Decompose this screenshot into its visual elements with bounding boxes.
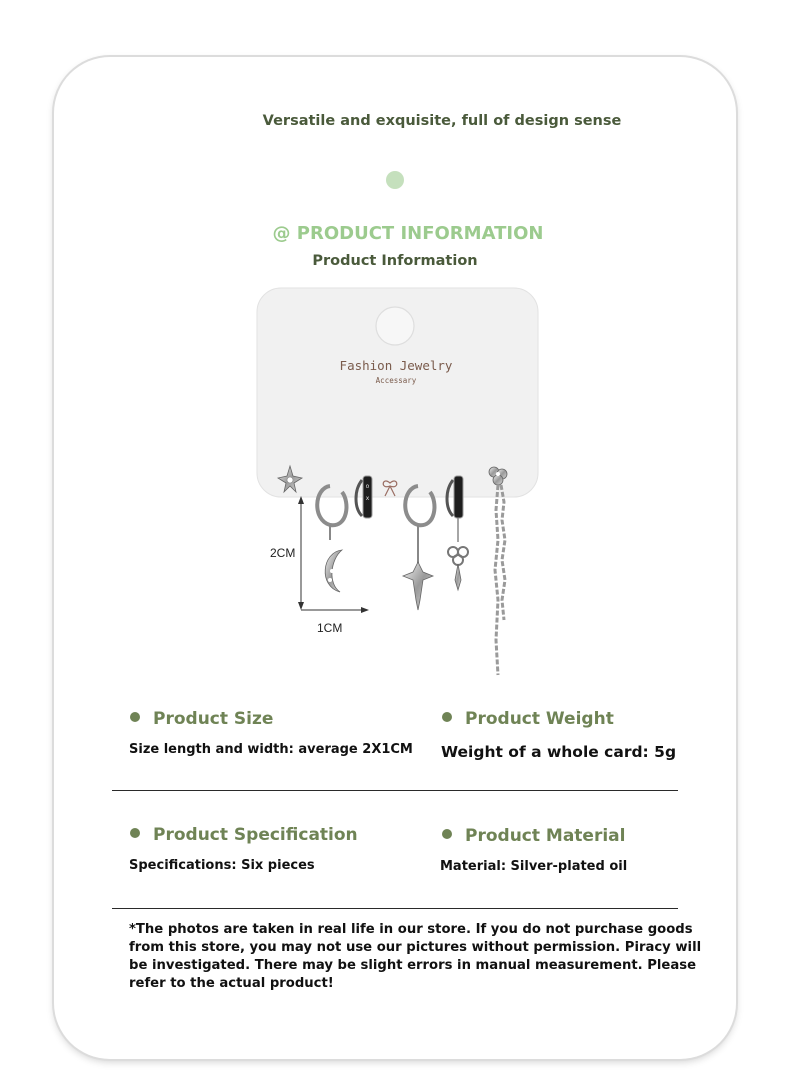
dimension-height-label: 2CM (270, 546, 296, 560)
bullet-icon (130, 828, 140, 838)
spec-size-label-text: Product Size (153, 709, 274, 729)
divider (112, 908, 678, 909)
product-photo (250, 280, 550, 685)
spec-specification-label (130, 825, 358, 845)
hang-hole (376, 307, 414, 345)
spec-weight-label-text: Product Weight (465, 709, 614, 729)
spec-material-value: Material: Silver-plated oil (440, 859, 628, 874)
spec-material-label (442, 826, 625, 846)
disclaimer: *The photos are taken in real life in our store. If you do not purchase goods from this store, you may not use our pictures without permission. Piracy will be investigated. There may be slight errors in manual measurement. Please refer to the actual product! (129, 922, 702, 991)
tagline: Versatile and exquisite, full of design sense (262, 113, 622, 129)
bullet-icon (130, 712, 140, 722)
svg-text:x: x (365, 495, 370, 502)
cross-hoop-earring (403, 486, 434, 610)
spec-specification-value: Specifications: Six pieces (129, 858, 315, 873)
divider (112, 790, 678, 791)
dimension-width-label: 1CM (317, 621, 343, 635)
section-subtitle: Product Information (312, 253, 478, 269)
card-brand-sub: Accessary (375, 376, 417, 385)
bullet-icon (442, 829, 452, 839)
decorative-dot (386, 171, 404, 189)
section-title: @ PRODUCT INFORMATION (272, 223, 544, 244)
flower-chain-earring (489, 467, 507, 675)
svg-text:o: o (365, 483, 370, 490)
spec-size-value: Size length and width: average 2X1CM (129, 742, 413, 757)
spec-weight-value: Weight of a whole card: 5g (441, 743, 677, 761)
card-brand: Fashion Jewelry (339, 358, 453, 373)
moon-hoop-earring (317, 486, 346, 592)
spec-specification-label-text: Product Specification (153, 825, 358, 845)
bullet-icon (442, 712, 452, 722)
spec-material-label-text: Product Material (465, 826, 626, 846)
spec-weight-label (442, 709, 614, 729)
spec-size-label (130, 709, 273, 729)
